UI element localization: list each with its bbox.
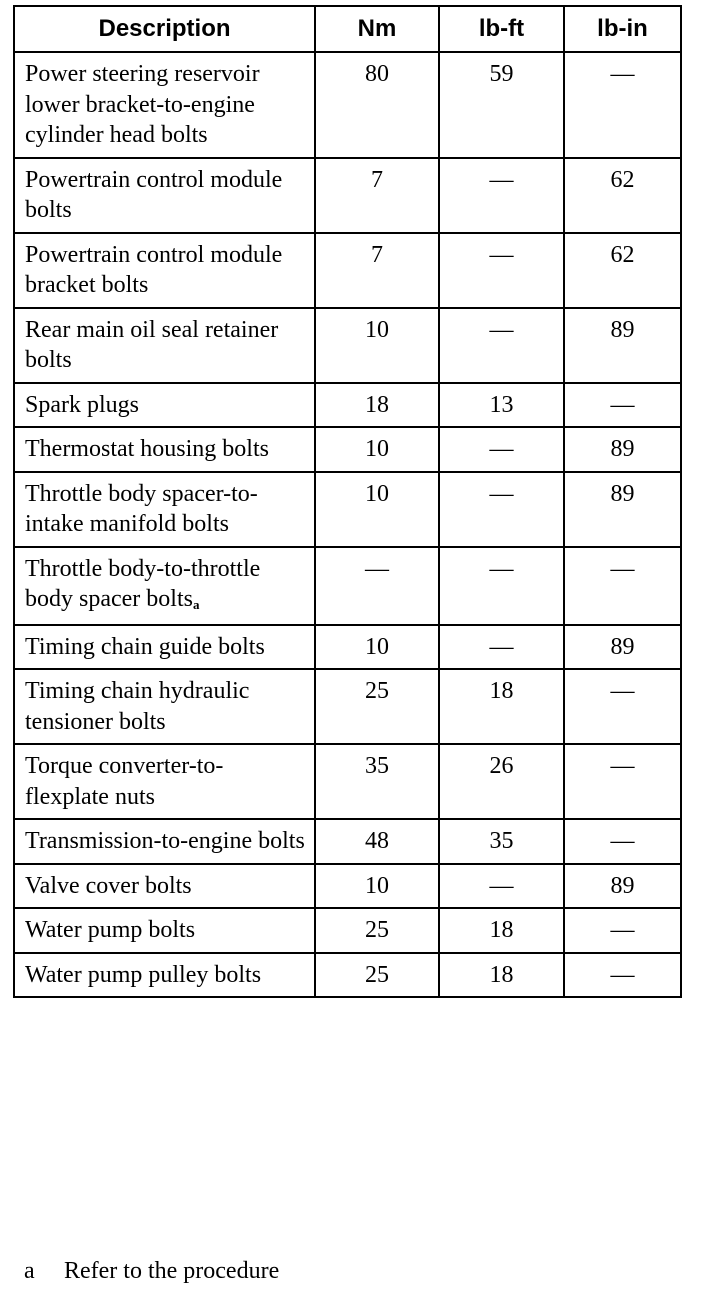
cell-lbft: 18	[439, 953, 564, 998]
description-text: Water pump pulley bolts	[25, 961, 262, 988]
cell-description	[14, 864, 315, 909]
cell-nm: 10	[315, 308, 439, 383]
cell-description	[14, 427, 315, 472]
description-text: Throttle body-to-throttle body spacer bolts	[25, 555, 261, 612]
cell-nm: 25	[315, 669, 439, 744]
table-row	[14, 308, 681, 383]
description-text: Rear main oil seal retainer bolts	[25, 316, 279, 373]
cell-lbft: —	[439, 864, 564, 909]
description-text: Spark plugs	[25, 391, 139, 418]
cell-description	[14, 625, 315, 670]
torque-spec-table	[13, 5, 682, 998]
cell-description	[14, 308, 315, 383]
table-row	[14, 908, 681, 953]
cell-description	[14, 953, 315, 998]
cell-lbft: 13	[439, 383, 564, 428]
description-text: Powertrain control module bolts	[25, 166, 283, 223]
header-lbft: lb-ft	[439, 6, 564, 52]
table-row	[14, 547, 681, 625]
table-row	[14, 819, 681, 864]
cell-description	[14, 52, 315, 158]
cell-lbft: —	[439, 233, 564, 308]
cell-lbin: 89	[564, 625, 681, 670]
cell-nm: 48	[315, 819, 439, 864]
cell-lbin: 62	[564, 233, 681, 308]
description-text: Timing chain guide bolts	[25, 633, 265, 660]
header-description: Description	[14, 6, 315, 52]
cell-nm: 18	[315, 383, 439, 428]
table-row	[14, 233, 681, 308]
cell-lbft: —	[439, 472, 564, 547]
cell-lbft: —	[439, 625, 564, 670]
cell-description	[14, 383, 315, 428]
cell-lbin: 89	[564, 308, 681, 383]
cell-lbin: 62	[564, 158, 681, 233]
footnote-reference: a	[192, 597, 200, 612]
description-text: Torque converter-to-flexplate nuts	[25, 753, 224, 810]
cell-description	[14, 547, 315, 625]
cell-lbft: —	[439, 427, 564, 472]
table-row	[14, 669, 681, 744]
cell-nm: 25	[315, 953, 439, 998]
cell-description	[14, 908, 315, 953]
cell-lbft: —	[439, 158, 564, 233]
cell-nm: 10	[315, 472, 439, 547]
footnote-mark: a	[24, 1258, 35, 1284]
cell-description	[14, 472, 315, 547]
cell-lbin: 89	[564, 472, 681, 547]
cell-nm: 25	[315, 908, 439, 953]
cell-nm: —	[315, 547, 439, 625]
cell-description	[14, 669, 315, 744]
table-row	[14, 383, 681, 428]
cell-nm: 80	[315, 52, 439, 158]
footnote	[24, 1256, 279, 1286]
cell-lbin: —	[564, 547, 681, 625]
description-text: Thermostat housing bolts	[25, 436, 269, 462]
cell-lbin: 89	[564, 864, 681, 909]
cell-lbft: —	[439, 308, 564, 383]
cell-lbft: 18	[439, 669, 564, 744]
table-row	[14, 158, 681, 233]
cell-lbin: —	[564, 669, 681, 744]
cell-lbin: —	[564, 819, 681, 864]
cell-nm: 7	[315, 233, 439, 308]
cell-nm: 10	[315, 625, 439, 670]
header-lbin: lb-in	[564, 6, 681, 52]
table-row	[14, 427, 681, 472]
cell-lbin: —	[564, 908, 681, 953]
cell-nm: 10	[315, 427, 439, 472]
table-row	[14, 472, 681, 547]
table-row	[14, 864, 681, 909]
description-text: Timing chain hydraulic tensioner bolts	[25, 678, 250, 735]
cell-lbft: 26	[439, 744, 564, 819]
table-row	[14, 953, 681, 998]
cell-lbin: 89	[564, 427, 681, 472]
table-row	[14, 625, 681, 670]
footnote-text: Refer to the procedure	[64, 1258, 280, 1284]
description-text: Valve cover bolts	[25, 872, 192, 899]
description-text: Transmission-to-engine bolts	[25, 828, 305, 854]
cell-lbft: 35	[439, 819, 564, 864]
cell-lbft: 18	[439, 908, 564, 953]
cell-description	[14, 233, 315, 308]
cell-lbin: —	[564, 953, 681, 998]
table-row	[14, 744, 681, 819]
cell-lbft: —	[439, 547, 564, 625]
cell-description	[14, 819, 315, 864]
cell-description	[14, 744, 315, 819]
table-row	[14, 52, 681, 158]
cell-lbin: —	[564, 744, 681, 819]
description-text: Throttle body spacer-to-intake manifold bolts	[25, 480, 258, 537]
description-text: Power steering reservoir lower bracket-to-engine cylinder head bolts	[25, 61, 260, 148]
cell-lbin: —	[564, 383, 681, 428]
table-header-row	[14, 6, 681, 52]
cell-nm: 35	[315, 744, 439, 819]
header-nm: Nm	[315, 6, 439, 52]
description-text: Powertrain control module bracket bolts	[25, 241, 283, 298]
cell-lbin: —	[564, 52, 681, 158]
cell-nm: 10	[315, 864, 439, 909]
cell-description	[14, 158, 315, 233]
description-text: Water pump bolts	[25, 917, 196, 943]
cell-nm: 7	[315, 158, 439, 233]
cell-lbft: 59	[439, 52, 564, 158]
